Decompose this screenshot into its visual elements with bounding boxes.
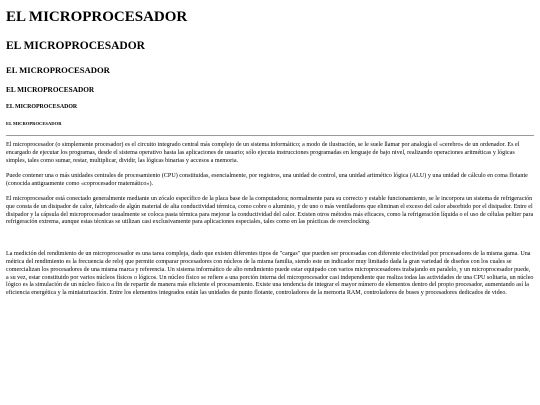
heading-level-3: EL MICROPROCESADOR <box>6 65 110 75</box>
heading-level-6: EL MICROPROCESADOR <box>6 121 62 126</box>
heading-level-5: EL MICROPROCESADOR <box>6 104 78 110</box>
paragraph-cpu-units: Puede contener una o más unidades centrales de procesamiento (CPU) constituidas, esencialmente, por registros, una unidad de control, una unidad aritmético lógica (ALU) y una unidad de cálculo en coma flotante (conocida antiguamente como «coprocesador matemático»). <box>6 172 528 187</box>
heading-level-4: EL MICROPROCESADOR <box>6 85 95 94</box>
heading-level-1: EL MICROPROCESADOR <box>6 9 188 25</box>
paragraph-performance: La medición del rendimiento de un microprocesador es una tarea compleja, dado que existen diferentes tipos de "cargas" que pueden ser procesadas con diferente efectividad por procesadores de la misma gama. Una métrica del rendimiento es la frecuencia de reloj que permite comparar procesadores con núcleos de la misma familia, siendo este un indicador muy limitado dada la gran variedad de diseños con los cuales se comercializan los procesadores de una misma marca y referencia. Un sistema informático de alto rendimiento puede estar equipado con varios microprocesadores trabajando en paralelo, y un microprocesador puede, a su vez, estar constituido por varios núcleos físicos o lógicos. Un núcleo físico se refiere a una porción interna del microprocesador casi independiente que realiza todas las actividades de una CPU solitaria, un núcleo lógico es la simulación de un núcleo físico a fin de repartir de manera más eficiente el procesamiento. Existe una tendencia de integrar el mayor número de elementos dentro del propio procesador, aumentando así la eficiencia energética y la miniaturización. Entre los elementos integrados están las unidades de punto flotante, controladores de la memoria RAM, controladores de buses y procesadores dedicados de video. <box>6 251 534 297</box>
paragraph-intro: El microprocesador (o simplemente procesador) es el circuito integrado central más complejo de un sistema informático; a modo de ilustración, se le suele llamar por analogía el «cerebro» de un ordenador. Es el encargado de ejecutar los programas, desde el sistema operativo hasta las aplicaciones de usuario; sólo ejecuta instrucciones programadas en lenguaje de bajo nivel, realizando operaciones aritméticas y lógicas simples, tales como sumar, restar, multiplicar, dividir, las lógicas binarias y accesos a memoria. <box>6 142 520 164</box>
paragraph-cooling: El microprocesador está conectado generalmente mediante un zócalo específico de la placa base de la computadora; normalmente para su correcto y estable funcionamiento, se le incorpora un sistema de refrigeración que consta de un disipador de calor, fabricado de algún material de alta conductividad térmica, como cobre o aluminio, y de uno o más ventiladores que eliminan el exceso del calor absorbido por el disipador. Entre el disipador y la cápsula del microprocesador usualmente se coloca pasta térmica para mejorar la conductividad del calor. Existen otros métodos más eficaces, como la refrigeración líquida o el uso de células peltier para refrigeración extrema, aunque estas técnicas se utilizan casi exclusivamente para aplicaciones especiales, tales como en las prácticas de overclocking. <box>6 195 534 226</box>
horizontal-rule <box>6 135 534 136</box>
heading-level-2: EL MICROPROCESADOR <box>6 40 145 52</box>
